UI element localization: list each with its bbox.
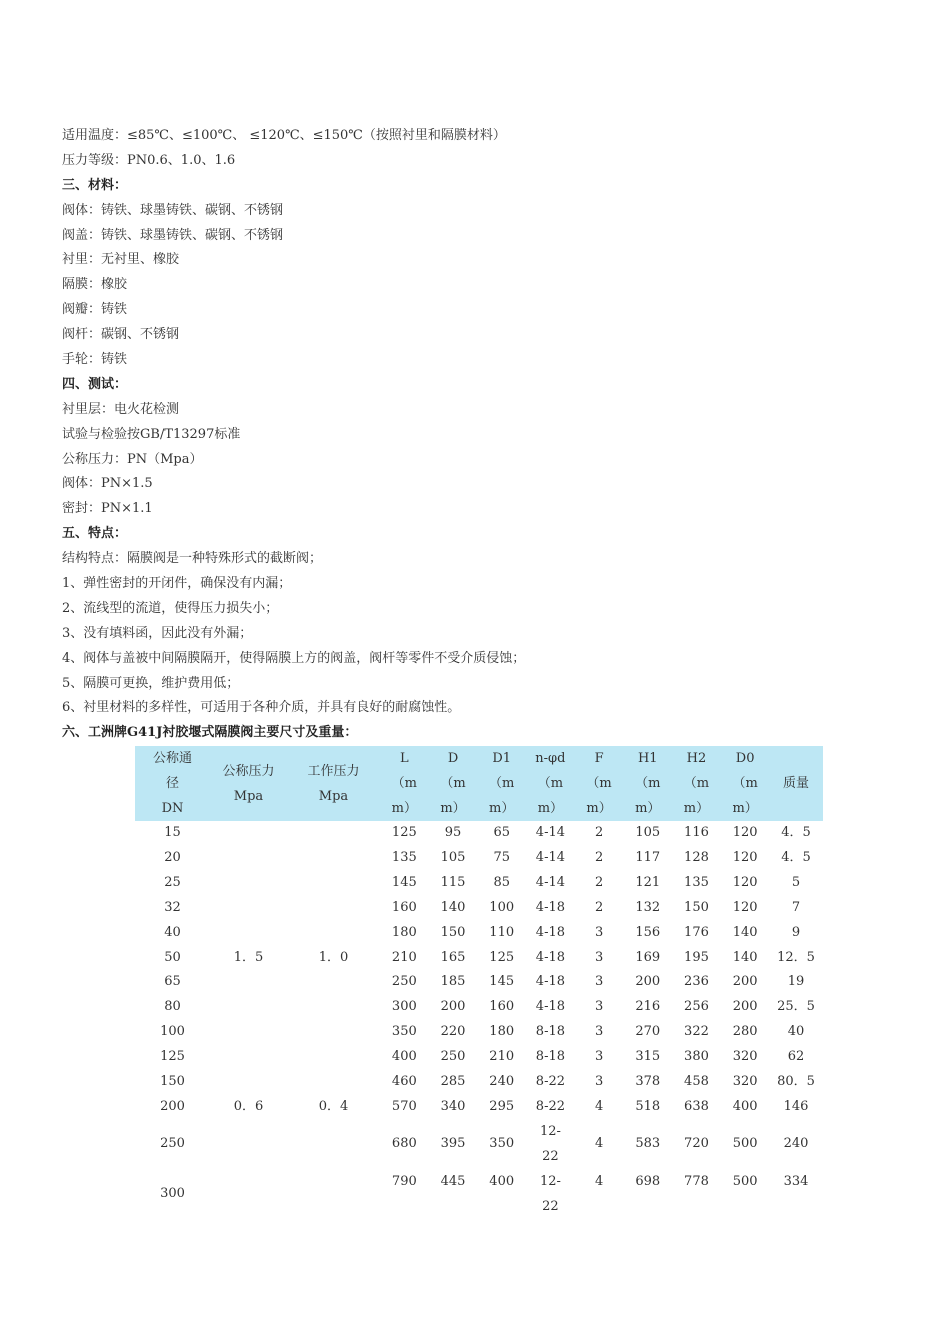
table-cell: 280: [732, 1024, 758, 1040]
column-header-line: L: [400, 751, 409, 766]
table-cell: 120: [732, 899, 758, 915]
table-cell: 169: [635, 949, 661, 965]
cell-line: 22: [542, 1198, 559, 1214]
column-header-line: n-φd: [535, 751, 566, 766]
table-cell: 350: [489, 1136, 515, 1152]
table-cell: 236: [684, 974, 709, 990]
table-cell: 95: [444, 825, 462, 840]
table-cell: 400: [732, 1098, 758, 1114]
table-cell: 256: [684, 999, 709, 1015]
column-header-line: （m: [537, 776, 564, 791]
text-line: 4、阀体与盖被中间隔膜隔开，使得隔膜上方的阀盖，阀杆等零件不受介质侵蚀；: [62, 650, 526, 666]
table-cell: 4-18: [535, 924, 566, 940]
table-cell: 160: [489, 999, 515, 1015]
column-header-line: （m: [683, 776, 710, 791]
text-line: 密封：PN×1.1: [62, 501, 153, 517]
table-cell: 140: [440, 899, 466, 915]
section-heading: 六、工洲牌G41J衬胶堰式隔膜阀主要尺寸及重量：: [62, 725, 358, 741]
table-cell: 300: [391, 999, 417, 1015]
column-header: [380, 746, 429, 821]
table-cell: 4-18: [535, 899, 566, 915]
table-cell: 120: [732, 874, 758, 890]
table-cell: 4: [594, 1173, 604, 1189]
table-cell: 185: [440, 974, 466, 990]
table-cell: 200: [732, 999, 758, 1015]
table-cell: 8-18: [535, 1024, 566, 1040]
column-header-line: Mpa: [233, 788, 264, 804]
table-cell: 3: [594, 1024, 604, 1040]
column-header-line: （m: [489, 776, 515, 791]
column-header-line: 工作压力: [307, 763, 360, 779]
table-cell: 146: [783, 1098, 809, 1114]
table-cell: 3: [594, 1074, 604, 1090]
table-cell: 240: [489, 1074, 515, 1090]
table-cell: 4-14: [535, 874, 566, 890]
dn-cell: 300: [160, 1186, 185, 1202]
dn-cell: 200: [160, 1098, 185, 1114]
text-line: 结构特点：隔膜阀是一种特殊形式的截断阀；: [62, 551, 323, 567]
table-cell: 220: [440, 1024, 466, 1040]
column-header-line: （m: [732, 776, 758, 791]
cell-line: 12-: [539, 1123, 561, 1139]
table-cell: 120: [732, 825, 758, 840]
table-cell: 12．5: [777, 949, 815, 965]
table-cell: 150: [440, 924, 466, 940]
table-cell: 698: [635, 1173, 661, 1189]
dn-cell: 125: [160, 1049, 185, 1065]
text-line: 阀体：PN×1.5: [62, 476, 153, 492]
column-header-line: 质量: [782, 776, 809, 791]
table-cell: 250: [440, 1049, 466, 1065]
table-cell: 156: [635, 924, 661, 940]
nominal-pressure-cell: 0．6: [233, 1098, 264, 1114]
table-cell: 378: [635, 1074, 661, 1090]
column-header-line: D1: [492, 751, 512, 766]
table-cell: 583: [635, 1136, 661, 1152]
column-header: [477, 746, 526, 821]
table-cell: 3: [594, 1049, 604, 1065]
table-cell: 458: [684, 1074, 709, 1090]
text-line: 压力等级：PN0.6、1.0、1.6: [62, 152, 236, 168]
column-header: [623, 746, 672, 821]
table-cell: 200: [732, 974, 758, 990]
table-cell: 216: [635, 999, 661, 1015]
column-header-line: m）: [586, 801, 612, 816]
table-cell: 400: [489, 1173, 515, 1189]
dn-cell: 65: [164, 974, 181, 990]
dn-cell: 40: [164, 924, 181, 940]
table-cell: 445: [440, 1173, 466, 1189]
table-cell: 4-18: [535, 974, 566, 990]
table-cell: 150: [684, 899, 709, 915]
section-heading: 五、特点：: [62, 526, 128, 542]
text-line: 阀瓣：铸铁: [62, 302, 128, 318]
column-header: [672, 746, 721, 821]
table-cell: 8-18: [535, 1049, 566, 1065]
dimension-table: [135, 746, 823, 1220]
section-heading: 四、测试：: [62, 376, 128, 392]
table-cell: 145: [489, 974, 515, 990]
text-line: 手轮：铸铁: [62, 352, 128, 368]
table-cell: 110: [489, 924, 515, 940]
table-cell: 315: [635, 1049, 661, 1065]
table-cell: 180: [489, 1024, 515, 1040]
column-header-line: H2: [686, 751, 707, 766]
table-cell: 350: [391, 1024, 417, 1040]
table-cell: 210: [489, 1049, 515, 1065]
table-cell: 460: [391, 1074, 417, 1090]
table-cell: 200: [440, 999, 466, 1015]
text-line: 6、衬里材料的多样性，可适用于各种介质，并具有良好的耐腐蚀性。: [62, 700, 461, 716]
column-header-line: 径: [165, 776, 179, 791]
text-line: 5、隔膜可更换，维护费用低；: [62, 675, 240, 691]
table-cell: 116: [684, 825, 709, 840]
text-line: 衬里：无衬里、橡胶: [62, 252, 180, 268]
table-cell: 4-18: [535, 999, 566, 1015]
table-cell: 638: [684, 1098, 709, 1114]
table-cell: 140: [732, 924, 758, 940]
dn-cell: 150: [160, 1074, 185, 1090]
table-cell: 778: [684, 1173, 709, 1189]
table-cell: 145: [391, 874, 417, 890]
dn-cell: 20: [164, 849, 181, 865]
column-header-line: （m: [635, 776, 661, 791]
column-header-line: （m: [391, 776, 417, 791]
column-header: [575, 746, 624, 821]
table-cell: 3: [594, 974, 604, 990]
table-cell: 2: [594, 899, 604, 915]
text-line: 阀盖：铸铁、球墨铸铁、碳钢、不锈钢: [62, 227, 284, 243]
table-cell: 250: [391, 974, 417, 990]
text-line: 隔膜：橡胶: [62, 277, 128, 293]
table-cell: 400: [391, 1049, 417, 1065]
table-cell: 117: [635, 849, 661, 865]
table-cell: [526, 1170, 575, 1220]
column-header-line: m）: [683, 801, 710, 816]
table-cell: 518: [635, 1098, 661, 1114]
text-line: 阀杆：碳钢、不锈钢: [62, 327, 180, 343]
dn-cell: 32: [164, 899, 181, 915]
table-cell: 121: [635, 874, 661, 890]
table-cell: 790: [391, 1173, 417, 1189]
column-header-line: H1: [637, 751, 658, 766]
table-cell: 322: [684, 1024, 709, 1040]
table-cell: 500: [732, 1136, 758, 1152]
column-header-line: m）: [635, 801, 661, 816]
column-header: [135, 746, 210, 821]
text-line: 试验与检验按GB/T13297标准: [62, 426, 241, 442]
table-cell: 62: [787, 1049, 805, 1065]
table-cell: 4．5: [781, 825, 811, 840]
table-cell: 240: [783, 1136, 809, 1152]
table-cell: 140: [732, 949, 758, 965]
text-line: 衬里层：电火花检测: [62, 401, 180, 417]
table-cell: 8-22: [535, 1098, 566, 1114]
table-cell: 295: [489, 1098, 515, 1114]
table-cell: 40: [787, 1024, 805, 1040]
table-cell: 176: [684, 924, 709, 940]
cell-line: 12-: [539, 1173, 561, 1189]
table-cell: 5: [791, 874, 801, 890]
table-cell: 180: [391, 924, 417, 940]
table-cell: 75: [493, 849, 510, 865]
table-cell: 2: [594, 849, 604, 865]
column-header: [721, 746, 770, 821]
table-cell: 160: [391, 899, 417, 915]
table-cell: 132: [635, 899, 661, 915]
table-cell: 4-14: [535, 825, 566, 840]
text-line: 3、没有填料函，因此没有外漏；: [62, 625, 253, 641]
table-cell: 125: [391, 825, 417, 840]
table-cell: 720: [684, 1136, 709, 1152]
table-cell: 128: [684, 849, 709, 865]
column-header-line: D: [447, 751, 459, 766]
column-header: [287, 746, 380, 821]
column-header-line: m）: [391, 801, 417, 816]
column-header-line: m）: [537, 801, 564, 816]
column-header-line: 公称通: [152, 751, 192, 766]
table-cell: 8-22: [535, 1074, 566, 1090]
dn-cell: 250: [160, 1136, 185, 1152]
table-cell: 65: [493, 825, 510, 840]
working-pressure-cell: 0．4: [318, 1098, 349, 1114]
table-cell: 9: [791, 924, 801, 940]
table-row: [135, 821, 823, 846]
cell-line: 22: [542, 1148, 559, 1164]
dn-cell: 100: [160, 1024, 185, 1040]
table-cell: 4: [594, 1098, 604, 1114]
table-cell: 105: [635, 825, 661, 840]
table-cell: 135: [684, 874, 709, 890]
text-line: 阀体：铸铁、球墨铸铁、碳钢、不锈钢: [62, 202, 284, 218]
column-header: [429, 746, 478, 821]
table-cell: 4-14: [535, 849, 566, 865]
text-line: 适用温度：≤85℃、≤100℃、 ≤120℃、≤150℃（按照衬里和隔膜材料）: [62, 128, 506, 143]
table-cell: 195: [684, 949, 709, 965]
table-cell: 270: [635, 1024, 661, 1040]
table-cell: 4．5: [781, 849, 811, 865]
table-cell: 105: [440, 849, 466, 865]
table-cell: 25．5: [777, 999, 815, 1015]
column-header: [526, 746, 575, 821]
table-cell: 285: [440, 1074, 466, 1090]
table-cell: 7: [791, 899, 801, 915]
table-cell: 135: [391, 849, 417, 865]
column-header: [210, 746, 287, 821]
text-line: 1、弹性密封的开闭件，确保没有内漏；: [62, 576, 292, 592]
dn-cell: 25: [164, 874, 181, 890]
table-cell: 115: [440, 874, 466, 890]
table-cell: 4-18: [535, 949, 566, 965]
table-cell: 500: [732, 1173, 758, 1189]
table-cell: 100: [489, 899, 515, 915]
column-header: [770, 746, 823, 821]
table-cell: 3: [594, 949, 604, 965]
table-header-row: [135, 746, 823, 821]
table-cell: 320: [732, 1074, 758, 1090]
working-pressure-cell: 1．0: [318, 949, 349, 965]
table-cell: 2: [594, 825, 604, 840]
table-cell: 680: [391, 1136, 417, 1152]
column-header-line: m）: [489, 801, 515, 816]
table-cell: 19: [787, 974, 805, 990]
table-cell: 3: [594, 999, 604, 1015]
column-header-line: m）: [440, 801, 466, 816]
table-cell: 120: [732, 849, 758, 865]
table-cell: 380: [684, 1049, 709, 1065]
dn-cell: 80: [164, 999, 181, 1015]
column-header-line: 公称压力: [222, 763, 275, 779]
text-line: 2、流线型的流道，使得压力损失小；: [62, 600, 279, 616]
column-header-line: Mpa: [318, 788, 349, 804]
table-cell: 395: [440, 1136, 466, 1152]
document-body: [62, 124, 888, 746]
table-cell: [526, 1120, 575, 1170]
table-cell: 125: [489, 949, 515, 965]
table-cell: 570: [391, 1098, 417, 1114]
column-header-line: （m: [440, 776, 466, 791]
table-cell: 200: [635, 974, 661, 990]
table-cell: 340: [440, 1098, 466, 1114]
column-header-line: m）: [732, 801, 758, 816]
column-header-line: F: [594, 751, 604, 766]
table-cell: 165: [440, 949, 466, 965]
table-cell: 334: [783, 1173, 809, 1189]
column-header-line: （m: [586, 776, 612, 791]
text-line: 公称压力：PN（Mpa）: [62, 451, 203, 467]
dn-cell: 50: [164, 949, 181, 965]
table-cell: 320: [732, 1049, 758, 1065]
table-cell: 3: [594, 924, 604, 940]
table-cell: 80．5: [777, 1074, 815, 1090]
table-row: [135, 1095, 823, 1120]
column-header-line: D0: [735, 751, 755, 766]
table-cell: 210: [391, 949, 417, 965]
table-cell: 2: [594, 874, 604, 890]
table-cell: 4: [594, 1136, 604, 1152]
dn-cell: 15: [164, 825, 181, 840]
table-cell: 85: [493, 874, 510, 890]
nominal-pressure-cell: 1．5: [233, 949, 264, 965]
column-header-line: DN: [161, 801, 184, 816]
section-heading: 三、材料：: [62, 177, 128, 193]
